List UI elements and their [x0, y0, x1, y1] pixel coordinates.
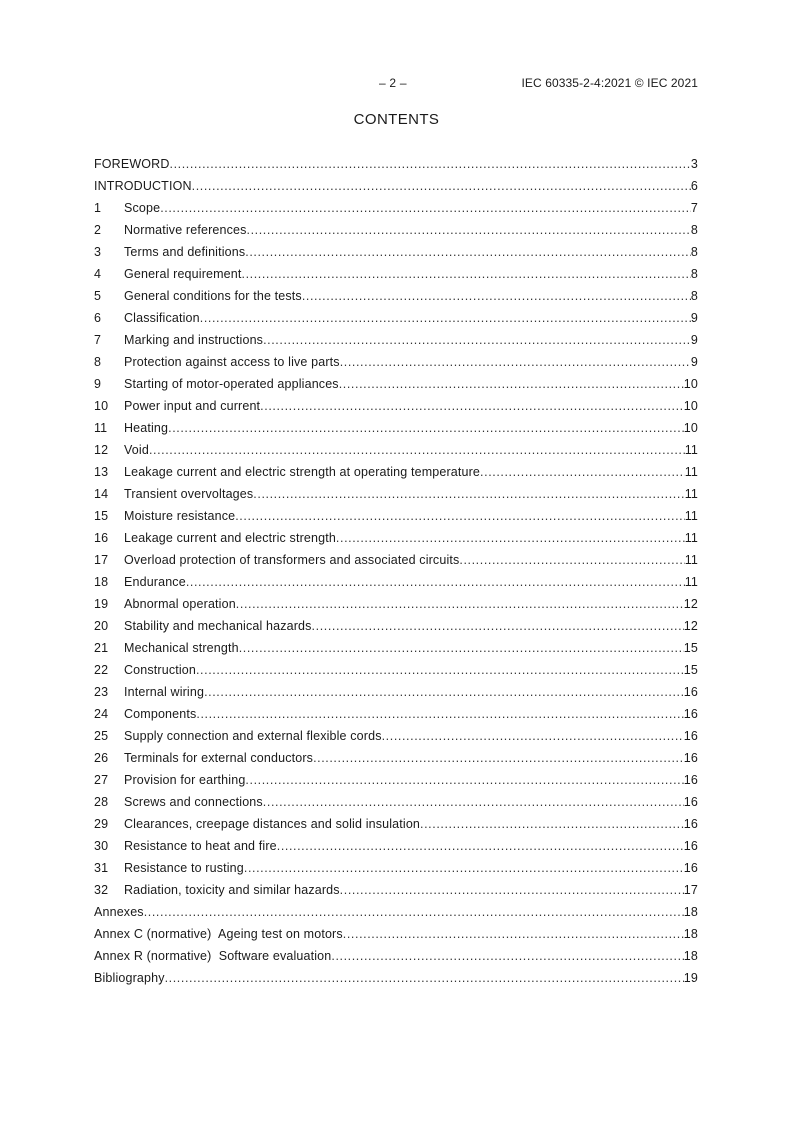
toc-entry-title: Resistance to rusting: [124, 861, 244, 875]
toc-entry-number: 15: [94, 509, 109, 523]
toc-entry[interactable]: [94, 637, 698, 659]
dot-leader: [170, 153, 691, 175]
toc-entry[interactable]: [94, 395, 698, 417]
toc-entry[interactable]: [94, 219, 698, 241]
dot-leader: [313, 747, 684, 769]
toc-entry-title: Terms and definitions: [124, 245, 246, 259]
toc-entry-title: Abnormal operation: [124, 597, 236, 611]
toc-entry-title: FOREWORD: [94, 157, 170, 171]
toc-entry-title: Heating: [124, 421, 169, 435]
toc-entry-title: Moisture resistance: [124, 509, 236, 523]
toc-entry-number: 11: [94, 421, 108, 435]
dot-leader: [239, 637, 684, 659]
toc-entry-number: 16: [94, 531, 109, 545]
page-title: CONTENTS: [353, 111, 440, 128]
toc-entry-page: 11: [684, 531, 698, 545]
toc-entry-number: 7: [94, 333, 102, 347]
dot-leader: [160, 197, 691, 219]
dot-leader: [480, 461, 685, 483]
toc-entry-title: Annexes: [94, 905, 144, 919]
toc-entry-page: 10: [683, 377, 698, 391]
toc-entry-title: Construction: [124, 663, 196, 677]
toc-entry-number: 17: [94, 553, 109, 567]
dot-leader: [260, 395, 684, 417]
toc-entry[interactable]: [94, 923, 698, 945]
toc-entry-number: 8: [94, 355, 102, 369]
toc-entry-title: Power input and current: [124, 399, 261, 413]
toc-entry[interactable]: [94, 769, 698, 791]
toc-entry-page: 8: [690, 289, 698, 303]
toc-entry-number: 9: [94, 377, 102, 391]
toc-entry-page: 10: [683, 421, 698, 435]
toc-entry-number: 20: [94, 619, 109, 633]
toc-entry[interactable]: [94, 329, 698, 351]
dot-leader: [340, 351, 691, 373]
toc-entry[interactable]: [94, 527, 698, 549]
toc-entry-title: Annex C (normative) Ageing test on motors: [94, 927, 343, 941]
toc-entry-page: 9: [690, 333, 698, 347]
toc-entry[interactable]: [94, 461, 698, 483]
document-reference: IEC 60335-2-4:2021 © IEC 2021: [521, 76, 698, 90]
toc-entry[interactable]: [94, 439, 698, 461]
toc-entry[interactable]: [94, 703, 698, 725]
dot-leader: [245, 769, 683, 791]
toc-entry[interactable]: [94, 879, 698, 901]
toc-entry-number: 3: [94, 245, 102, 259]
toc-entry-page: 7: [690, 201, 698, 215]
toc-entry-page: 8: [690, 267, 698, 281]
toc-entry-number: 6: [94, 311, 102, 325]
dot-leader: [336, 527, 685, 549]
toc-entry-page: 11: [684, 553, 698, 567]
dot-leader: [420, 813, 684, 835]
toc-entry-title: Mechanical strength: [124, 641, 239, 655]
toc-entry-page: 11: [684, 575, 698, 589]
dot-leader: [312, 615, 684, 637]
toc-entry-number: 19: [94, 597, 109, 611]
toc-entry-title: INTRODUCTION: [94, 179, 192, 193]
toc-entry-page: 18: [683, 927, 698, 941]
toc-entry-title: Scope: [124, 201, 161, 215]
dot-leader: [165, 967, 684, 989]
toc-entry-title: Components: [124, 707, 197, 721]
toc-entry[interactable]: [94, 549, 698, 571]
dot-leader: [277, 835, 684, 857]
dot-leader: [186, 571, 685, 593]
toc-entry-title: Supply connection and external flexible cords: [124, 729, 382, 743]
toc-entry-page: 11: [684, 509, 698, 523]
toc-entry[interactable]: [94, 373, 698, 395]
toc-entry[interactable]: [94, 593, 698, 615]
toc-entry[interactable]: [94, 351, 698, 373]
toc-entry[interactable]: [94, 197, 698, 219]
dot-leader: [196, 703, 683, 725]
dot-leader: [302, 285, 691, 307]
toc-entry-number: 22: [94, 663, 109, 677]
toc-entry-number: 28: [94, 795, 109, 809]
toc-entry[interactable]: [94, 967, 698, 989]
toc-entry-page: 16: [683, 817, 698, 831]
toc-entry-page: 16: [683, 751, 698, 765]
toc-entry-page: 6: [690, 179, 698, 193]
toc-entry[interactable]: [94, 571, 698, 593]
toc-entry-title: Bibliography: [94, 971, 165, 985]
toc-entry-title: Internal wiring: [124, 685, 205, 699]
toc-entry-title: Stability and mechanical hazards: [124, 619, 312, 633]
dot-leader: [149, 439, 685, 461]
toc-entry-number: 5: [94, 289, 102, 303]
toc-entry[interactable]: [94, 813, 698, 835]
toc-entry-page: 16: [683, 707, 698, 721]
dot-leader: [244, 857, 684, 879]
toc-entry-title: General requirement: [124, 267, 242, 281]
toc-entry-page: 16: [683, 795, 698, 809]
toc-entry-number: 21: [94, 641, 109, 655]
toc-entry-title: Annex R (normative) Software evaluation: [94, 949, 332, 963]
dot-leader: [200, 307, 691, 329]
toc-entry-title: Marking and instructions: [124, 333, 264, 347]
toc-entry-page: 17: [683, 883, 698, 897]
toc-entry-title: Clearances, creepage distances and solid insulation: [124, 817, 421, 831]
toc-entry-title: Void: [124, 443, 149, 457]
toc-entry-page: 16: [683, 685, 698, 699]
toc-entry-title: Endurance: [124, 575, 186, 589]
toc-entry-page: 9: [690, 311, 698, 325]
toc-entry-page: 15: [683, 663, 698, 677]
toc-entry[interactable]: [94, 945, 698, 967]
toc-entry[interactable]: [94, 263, 698, 285]
toc-entry[interactable]: [94, 505, 698, 527]
toc-entry[interactable]: [94, 725, 698, 747]
toc-entry-title: Leakage current and electric strength: [124, 531, 336, 545]
dot-leader: [242, 263, 691, 285]
table-of-contents: [94, 153, 698, 989]
toc-entry[interactable]: [94, 307, 698, 329]
toc-entry-page: 12: [683, 597, 698, 611]
toc-entry-number: 25: [94, 729, 109, 743]
dot-leader: [331, 945, 683, 967]
toc-entry-number: 18: [94, 575, 109, 589]
toc-entry-number: 31: [94, 861, 109, 875]
dot-leader: [339, 373, 684, 395]
dot-leader: [192, 175, 691, 197]
dot-leader: [343, 923, 684, 945]
toc-entry-title: Overload protection of transformers and associated circuits: [124, 553, 460, 567]
dot-leader: [459, 549, 684, 571]
dot-leader: [340, 879, 684, 901]
dot-leader: [253, 483, 684, 505]
toc-entry-number: 4: [94, 267, 102, 281]
toc-entry-title: Provision for earthing: [124, 773, 246, 787]
toc-entry-title: Protection against access to live parts: [124, 355, 340, 369]
toc-entry-number: 27: [94, 773, 109, 787]
toc-entry-page: 15: [683, 641, 698, 655]
toc-entry-page: 8: [690, 223, 698, 237]
toc-entry-title: Transient overvoltages: [124, 487, 254, 501]
toc-entry-title: Resistance to heat and fire: [124, 839, 277, 853]
toc-entry-page: 16: [683, 861, 698, 875]
dot-leader: [196, 659, 684, 681]
toc-entry[interactable]: [94, 175, 698, 197]
dot-leader: [382, 725, 684, 747]
toc-entry[interactable]: [94, 835, 698, 857]
toc-entry-number: 14: [94, 487, 109, 501]
toc-entry-page: 16: [683, 773, 698, 787]
toc-entry-number: 12: [94, 443, 109, 457]
toc-entry-page: 11: [684, 487, 698, 501]
toc-entry[interactable]: [94, 681, 698, 703]
toc-entry[interactable]: [94, 791, 698, 813]
toc-entry[interactable]: [94, 483, 698, 505]
toc-entry-number: 24: [94, 707, 109, 721]
toc-entry[interactable]: [94, 747, 698, 769]
dot-leader: [245, 241, 691, 263]
toc-entry[interactable]: [94, 285, 698, 307]
dot-leader: [263, 791, 684, 813]
toc-entry-page: 12: [683, 619, 698, 633]
toc-entry-number: 32: [94, 883, 109, 897]
toc-entry[interactable]: [94, 659, 698, 681]
toc-entry-page: 11: [684, 465, 698, 479]
toc-entry-number: 10: [94, 399, 109, 413]
dot-leader: [263, 329, 691, 351]
toc-entry-title: Normative references: [124, 223, 247, 237]
toc-entry[interactable]: [94, 241, 698, 263]
toc-entry-page: 10: [683, 399, 698, 413]
toc-entry-number: 30: [94, 839, 109, 853]
toc-entry-number: 26: [94, 751, 109, 765]
toc-entry-title: Screws and connections: [124, 795, 263, 809]
toc-entry-title: Starting of motor-operated appliances: [124, 377, 339, 391]
toc-entry-number: 23: [94, 685, 109, 699]
toc-entry-number: 2: [94, 223, 102, 237]
toc-entry-title: General conditions for the tests: [124, 289, 302, 303]
toc-entry-page: 18: [683, 905, 698, 919]
dot-leader: [235, 505, 684, 527]
dot-leader: [144, 901, 684, 923]
toc-entry[interactable]: [94, 417, 698, 439]
toc-entry-page: 11: [684, 443, 698, 457]
toc-entry-number: 13: [94, 465, 109, 479]
toc-entry-title: Classification: [124, 311, 200, 325]
toc-entry[interactable]: [94, 857, 698, 879]
toc-entry[interactable]: [94, 901, 698, 923]
toc-entry-page: 9: [690, 355, 698, 369]
toc-entry-title: Leakage current and electric strength at operating temperature: [124, 465, 481, 479]
toc-entry[interactable]: [94, 615, 698, 637]
toc-entry-page: 18: [683, 949, 698, 963]
dot-leader: [204, 681, 684, 703]
toc-entry-title: Terminals for external conductors: [124, 751, 314, 765]
toc-entry[interactable]: [94, 153, 698, 175]
toc-entry-number: 29: [94, 817, 109, 831]
toc-entry-page: 16: [683, 839, 698, 853]
toc-entry-title: Radiation, toxicity and similar hazards: [124, 883, 340, 897]
dot-leader: [168, 417, 684, 439]
toc-entry-page: 16: [683, 729, 698, 743]
dot-leader: [236, 593, 684, 615]
dot-leader: [247, 219, 691, 241]
page-number: – 2 –: [379, 76, 407, 90]
toc-entry-page: 8: [690, 245, 698, 259]
toc-entry-page: 3: [690, 157, 698, 171]
toc-entry-number: 1: [94, 201, 102, 215]
toc-entry-page: 19: [683, 971, 698, 985]
